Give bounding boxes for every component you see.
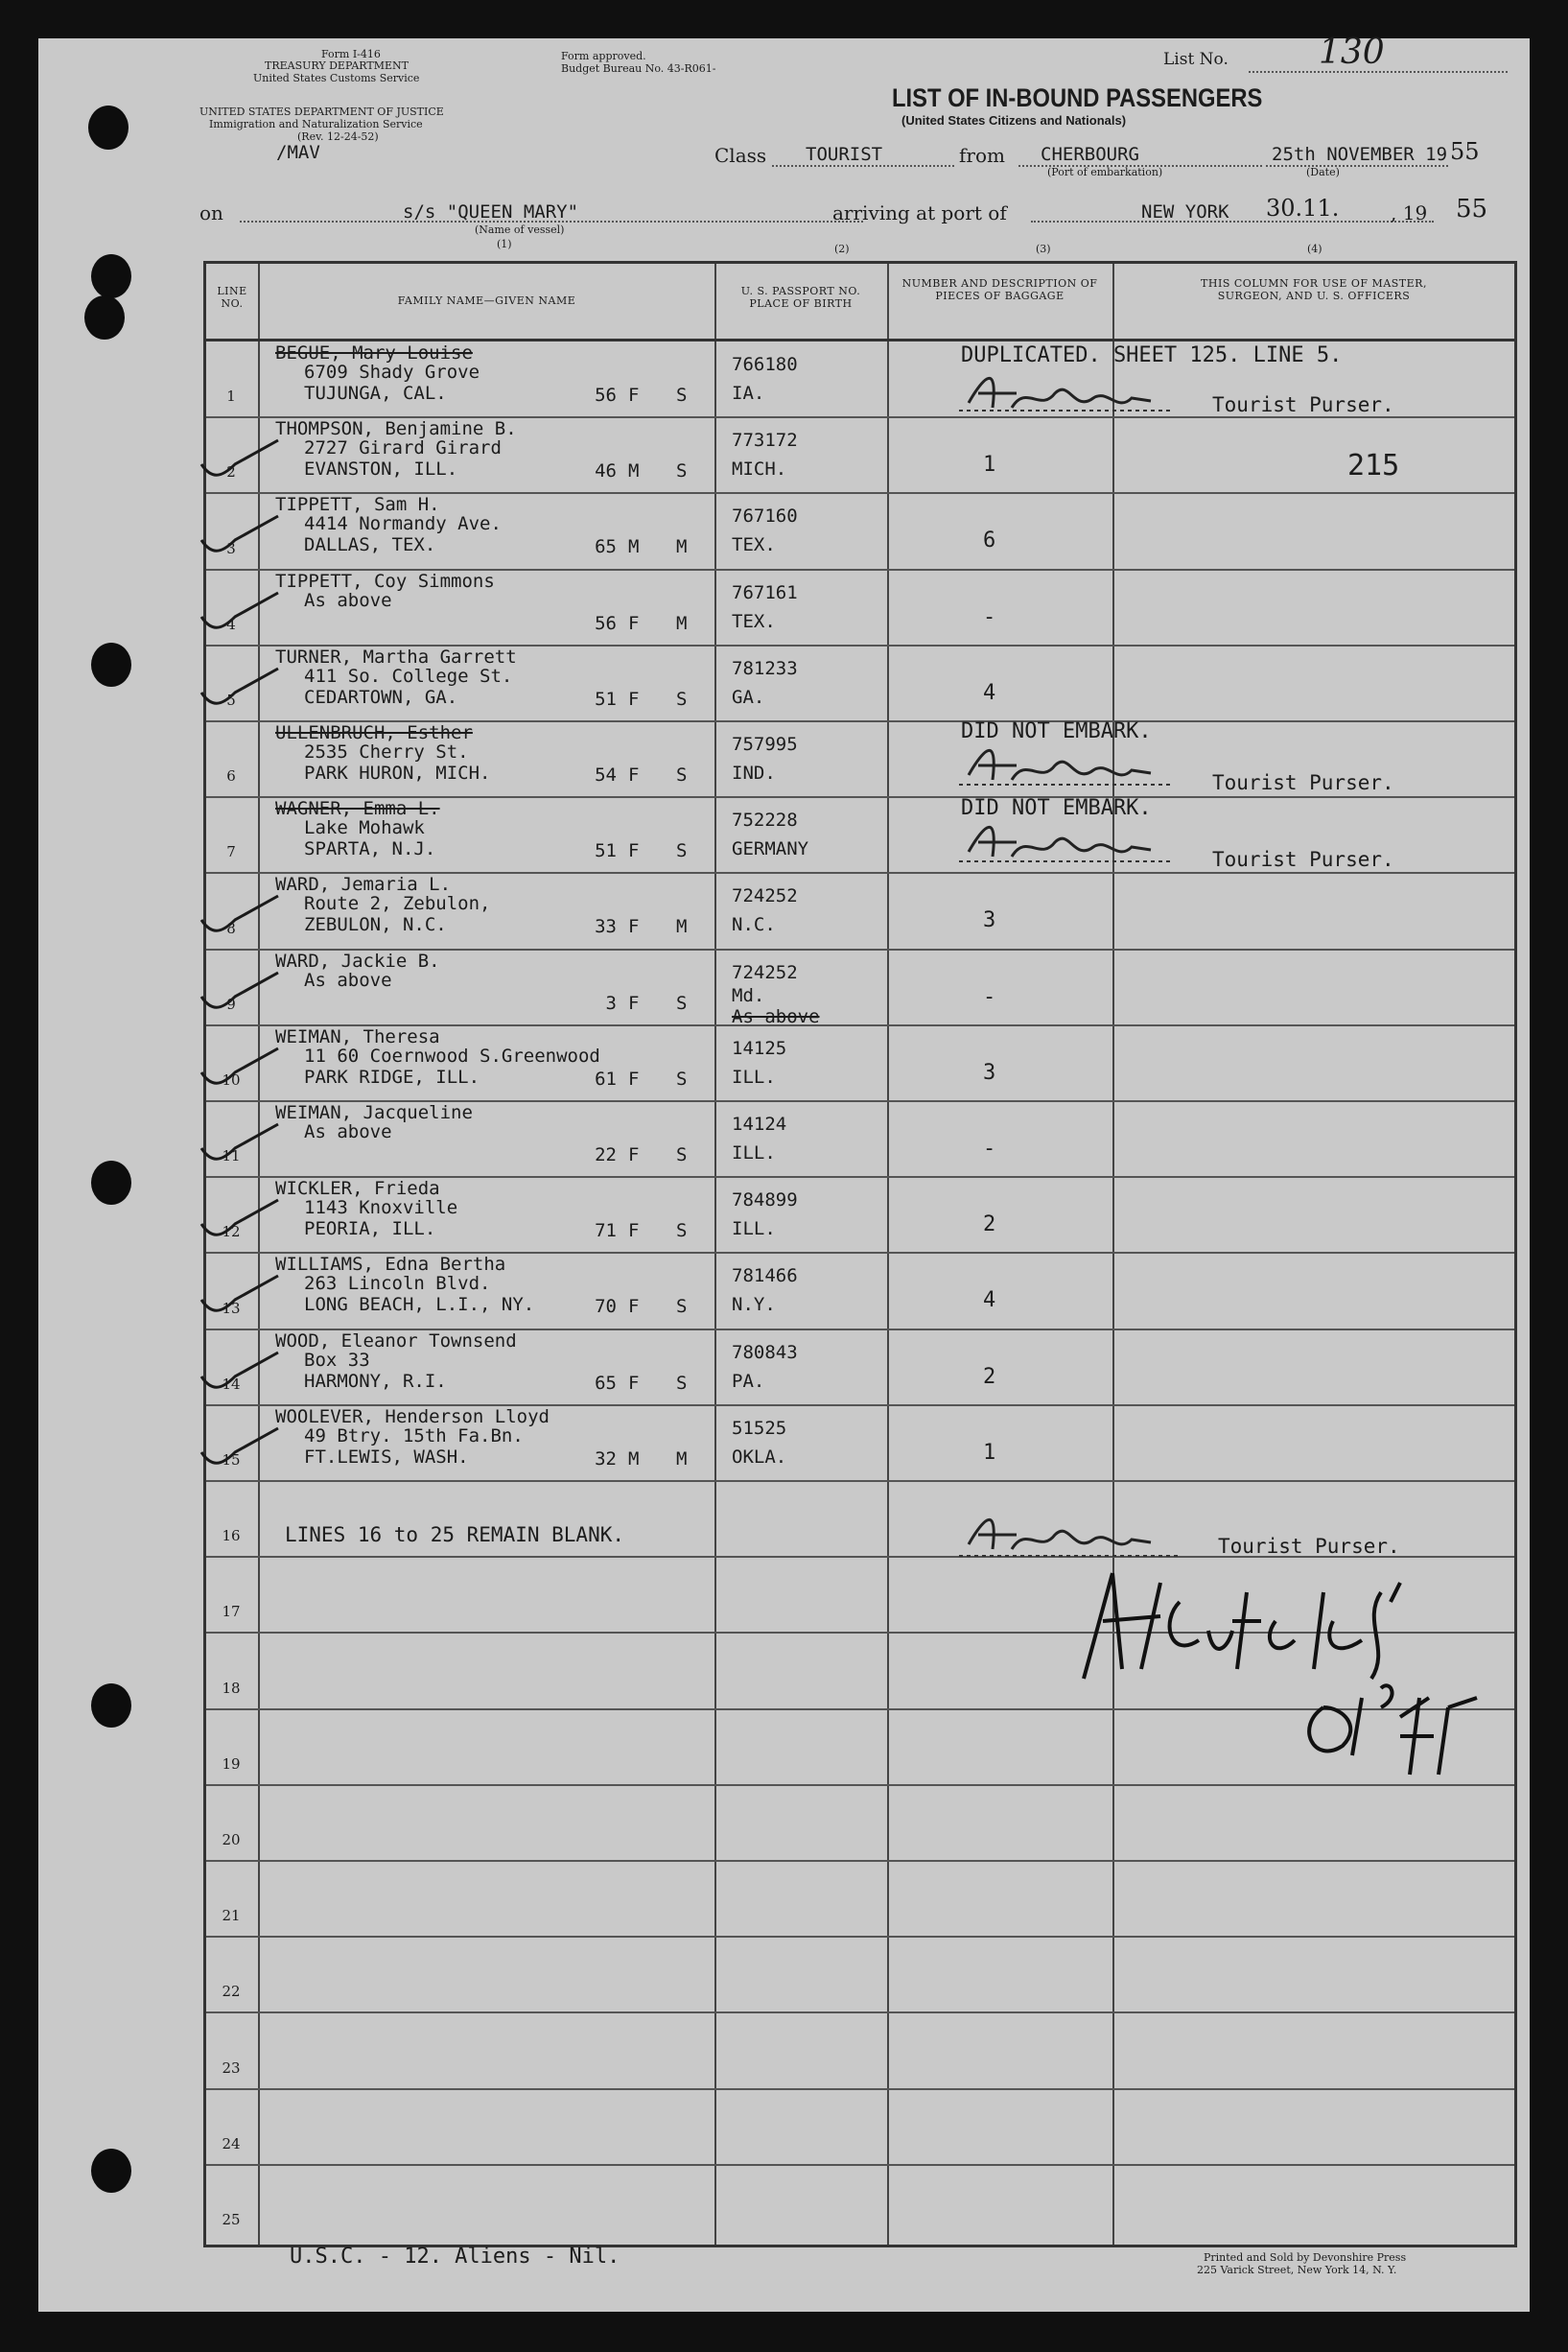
passenger-name: WOOD, Eleanor Townsend <box>275 1329 517 1352</box>
passenger-sex: F <box>628 612 640 634</box>
place-of-birth: IND. <box>732 763 776 784</box>
page-title: LIST OF IN-BOUND PASSENGERS <box>892 83 1263 112</box>
column-number-1: (1) <box>497 238 512 250</box>
line-number: 7 <box>226 843 236 861</box>
passport-number: 752228 <box>732 810 798 832</box>
customs-service: United States Customs Service <box>253 72 420 84</box>
purser-signature <box>959 1506 1208 1564</box>
passenger-city: TUJUNGA, CAL. <box>304 383 447 404</box>
passenger-city: DALLAS, TEX. <box>304 534 436 556</box>
class-label: Class <box>714 144 767 167</box>
line-number: 6 <box>226 767 236 786</box>
line-number: 15 <box>222 1450 241 1469</box>
vessel-caption: (Name of vessel) <box>475 223 565 236</box>
line-number: 16 <box>222 1527 241 1545</box>
on-label: on <box>199 201 223 224</box>
passenger-name: TURNER, Martha Garrett <box>275 646 517 668</box>
passport-number: 766180 <box>732 354 798 375</box>
passenger-status: S <box>676 1220 688 1242</box>
tourist-purser-line16: Tourist Purser. <box>1218 1535 1400 1558</box>
printer-line-1: Printed and Sold by Devonshire Press <box>1204 2251 1407 2264</box>
place-of-birth: TEX. <box>732 534 776 556</box>
passenger-status: M <box>676 916 688 938</box>
passenger-status: M <box>676 612 688 634</box>
passport-number: 51525 <box>732 1417 787 1439</box>
passenger-age: 22 <box>595 1144 617 1165</box>
passenger-city: HARMONY, R.I. <box>304 1370 447 1392</box>
line-number: 8 <box>226 919 236 937</box>
punch-hole <box>88 106 129 150</box>
passenger-city: PEORIA, ILL. <box>304 1218 436 1240</box>
line-number: 10 <box>222 1070 241 1089</box>
check-mark <box>197 1271 283 1329</box>
place-of-birth: ILL. <box>732 1142 776 1164</box>
passenger-name: WEIMAN, Jacqueline <box>275 1102 473 1123</box>
did-not-embark-line6: DID NOT EMBARK. <box>961 719 1152 743</box>
passenger-address: Lake Mohawk <box>304 817 425 839</box>
passenger-sex: F <box>628 840 640 862</box>
table-row <box>206 1860 1514 1936</box>
arrival-underline <box>1031 221 1434 223</box>
line-number: 1 <box>226 388 236 406</box>
line-number: 9 <box>226 995 236 1013</box>
check-mark <box>197 1044 283 1101</box>
line-number: 14 <box>222 1375 241 1393</box>
form-approved: Form approved. <box>561 50 646 62</box>
passenger-city: EVANSTON, ILL. <box>304 459 458 481</box>
vessel-name: s/s "QUEEN MARY" <box>403 201 579 223</box>
passport-number: 773172 <box>732 430 798 452</box>
passenger-sex: F <box>628 764 640 786</box>
line-number: 3 <box>226 539 236 557</box>
check-mark <box>197 1348 283 1405</box>
departure-date: 25th NOVEMBER 19 <box>1272 144 1448 165</box>
table-row <box>206 1936 1514 2011</box>
passenger-status: S <box>676 460 688 482</box>
passenger-name: WOOLEVER, Henderson Lloyd <box>275 1405 550 1427</box>
table-row <box>206 949 1514 1027</box>
passenger-status: S <box>676 1144 688 1165</box>
passenger-age: 51 <box>595 688 617 710</box>
place-of-birth: GERMANY <box>732 838 809 860</box>
blank-lines-note: LINES 16 to 25 REMAIN BLANK. <box>285 1523 625 1547</box>
passenger-address: As above <box>304 969 392 991</box>
passport-number: 781466 <box>732 1265 798 1287</box>
passenger-city: FT.LEWIS, WASH. <box>304 1446 469 1468</box>
baggage-count: 4 <box>983 1288 996 1313</box>
passenger-name: WARD, Jackie B. <box>275 950 440 972</box>
passenger-name: WEIMAN, Theresa <box>275 1025 440 1047</box>
passenger-sex: F <box>628 688 640 710</box>
place-of-birth: TEX. <box>732 610 776 632</box>
punch-hole <box>91 643 131 687</box>
date-underline <box>1266 165 1448 167</box>
table-row <box>206 1252 1514 1328</box>
page-subtitle: (United States Citizens and Nationals) <box>901 113 1127 128</box>
passenger-city: CEDARTOWN, GA. <box>304 686 458 708</box>
officer-number-215: 215 <box>1347 449 1400 482</box>
passport-number: 784899 <box>732 1189 798 1211</box>
passenger-address: 11 60 Coernwood S.Greenwood <box>304 1045 600 1067</box>
passport-number: 767160 <box>732 506 798 528</box>
check-mark <box>197 1195 283 1253</box>
passenger-address: As above <box>304 589 392 611</box>
class-underline <box>772 165 954 167</box>
treasury-dept: TREASURY DEPARTMENT <box>265 59 409 72</box>
port-of-embarkation: CHERBOURG <box>1041 144 1139 165</box>
baggage-count: 3 <box>983 908 996 933</box>
passport-number: 14125 <box>732 1037 787 1059</box>
place-of-birth: N.Y. <box>732 1294 776 1316</box>
passenger-name: ULLENBRUCH, Esther <box>275 722 473 743</box>
passenger-status: S <box>676 1296 688 1318</box>
passenger-sex: F <box>628 1296 640 1318</box>
footer-usc: U.S.C. - 12. Aliens - Nil. <box>290 2245 620 2269</box>
purser-signature <box>959 737 1208 794</box>
passenger-sex: F <box>628 1372 640 1394</box>
check-mark <box>197 588 283 646</box>
line-number: 5 <box>226 691 236 709</box>
check-mark <box>197 968 283 1025</box>
passenger-sex: M <box>628 536 640 558</box>
punch-hole <box>91 2149 131 2193</box>
passenger-age: 46 <box>595 460 617 482</box>
rev-date: (Rev. 12-24-52) <box>297 130 379 143</box>
check-mark <box>197 435 283 493</box>
check-mark <box>197 664 283 721</box>
tourist-purser-line6: Tourist Purser. <box>1212 771 1394 794</box>
passenger-address: Box 33 <box>304 1349 370 1371</box>
passenger-status: S <box>676 688 688 710</box>
passenger-address: 411 So. College St. <box>304 665 513 687</box>
line-number: 17 <box>222 1603 241 1621</box>
baggage-count: 2 <box>983 1364 996 1389</box>
line-number: 23 <box>222 2058 241 2077</box>
passenger-name: THOMPSON, Benjamine B. <box>275 418 517 440</box>
passenger-address: 2727 Girard Girard <box>304 437 502 459</box>
passenger-sex: F <box>628 992 640 1014</box>
table-row <box>206 645 1514 720</box>
place-of-birth: GA. <box>732 686 765 708</box>
passenger-city: PARK RIDGE, ILL. <box>304 1066 480 1088</box>
column-number-2: (2) <box>834 243 850 255</box>
place-of-birth: OKLA. <box>732 1446 787 1468</box>
date-caption: (Date) <box>1306 166 1340 178</box>
passenger-status: S <box>676 764 688 786</box>
passenger-address: 2535 Cherry St. <box>304 741 469 763</box>
arriving-label: arriving at port of <box>832 201 1007 224</box>
form-number: Form I-416 <box>321 48 381 60</box>
passenger-name: TIPPETT, Sam H. <box>275 494 440 516</box>
passenger-name: WARD, Jemaria L. <box>275 874 452 896</box>
passport-number: 724252 <box>732 885 798 907</box>
passenger-address: 1143 Knoxville <box>304 1197 458 1219</box>
passenger-age: 3 <box>605 992 617 1014</box>
tourist-purser-line1: Tourist Purser. <box>1212 393 1394 416</box>
departure-year: 55 <box>1450 138 1480 165</box>
place-of-birth: Md. <box>732 984 765 1006</box>
budget-bureau: Budget Bureau No. 43-R061- <box>561 62 716 75</box>
passenger-sex: F <box>628 916 640 938</box>
passenger-sex: M <box>628 1447 640 1470</box>
duplicated-note: DUPLICATED. SHEET 125. LINE 5. <box>961 343 1343 367</box>
passenger-age: 71 <box>595 1220 617 1242</box>
baggage-count: 1 <box>983 1440 996 1465</box>
passenger-sex: F <box>628 385 640 406</box>
passenger-table <box>203 261 1517 2247</box>
line-number: 20 <box>222 1830 241 1848</box>
check-mark <box>197 891 283 949</box>
table-row <box>206 2164 1514 2240</box>
list-no-value: 130 <box>1319 33 1385 72</box>
baggage-count: 2 <box>983 1212 996 1237</box>
passenger-status: M <box>676 536 688 558</box>
passenger-sex: M <box>628 460 640 482</box>
check-mark <box>197 511 283 569</box>
purser-signature <box>959 365 1208 422</box>
passenger-age: 70 <box>595 1296 617 1318</box>
passenger-sex: F <box>628 1068 640 1090</box>
passenger-city: PARK HURON, MICH. <box>304 763 491 784</box>
passenger-city: ZEBULON, N.C. <box>304 914 447 936</box>
place-of-birth: ILL. <box>732 1066 776 1088</box>
passenger-name: BEGUE, Mary Louise <box>275 342 473 364</box>
line-number: 22 <box>222 1983 241 2001</box>
tourist-purser-line7: Tourist Purser. <box>1212 848 1394 871</box>
baggage-count: 6 <box>983 529 996 553</box>
initials: /MAV <box>276 142 320 163</box>
col-header-officers: THIS COLUMN FOR USE OF MASTER, SURGEON, AND U. S. OFFICERS <box>1201 277 1427 302</box>
passenger-age: 56 <box>595 612 617 634</box>
passenger-status: M <box>676 1447 688 1470</box>
line-number: 24 <box>222 2134 241 2152</box>
inspector-signature <box>1055 1564 1496 1784</box>
passport-number: 757995 <box>732 734 798 755</box>
line-number: 2 <box>226 463 236 482</box>
passport-number: 780843 <box>732 1341 798 1363</box>
punch-hole <box>91 254 131 298</box>
passport-number: 724252 <box>732 961 798 983</box>
passport-number: 781233 <box>732 657 798 679</box>
passenger-name: WILLIAMS, Edna Bertha <box>275 1254 506 1276</box>
table-row <box>206 1176 1514 1252</box>
passenger-address: 263 Lincoln Blvd. <box>304 1273 491 1295</box>
arrival-date: 30.11. <box>1266 195 1340 222</box>
punch-hole <box>91 1161 131 1205</box>
table-row <box>206 1100 1514 1176</box>
passenger-name: TIPPETT, Coy Simmons <box>275 570 495 592</box>
passenger-name: WICKLER, Frieda <box>275 1178 440 1200</box>
col-header-passport: U. S. PASSPORT NO. PLACE OF BIRTH <box>740 285 861 310</box>
place-of-birth: N.C. <box>732 914 776 936</box>
port-of-arrival: NEW YORK <box>1141 201 1229 223</box>
passenger-age: 54 <box>595 764 617 786</box>
line-number: 4 <box>226 615 236 633</box>
line-number: 12 <box>222 1223 241 1241</box>
baggage-count: 4 <box>983 680 996 705</box>
table-row <box>206 492 1514 568</box>
check-mark <box>197 1423 283 1481</box>
line-number: 11 <box>222 1147 241 1165</box>
passenger-age: 51 <box>595 840 617 862</box>
passenger-age: 65 <box>595 536 617 558</box>
table-row <box>206 2011 1514 2087</box>
check-mark <box>197 1119 283 1177</box>
arrival-year: 55 <box>1456 195 1488 223</box>
passenger-city: LONG BEACH, L.I., NY. <box>304 1294 535 1316</box>
passenger-address: Route 2, Zebulon, <box>304 893 491 915</box>
passenger-status: S <box>676 1372 688 1394</box>
passenger-status: S <box>676 992 688 1014</box>
col-header-baggage: NUMBER AND DESCRIPTION OF PIECES OF BAGGAGE <box>901 277 1098 302</box>
baggage-count: 3 <box>983 1060 996 1085</box>
passenger-city: SPARTA, N.J. <box>304 838 436 860</box>
from-label: from <box>959 144 1005 167</box>
passenger-status: S <box>676 1068 688 1090</box>
table-row <box>206 569 1514 645</box>
place-of-birth: IA. <box>732 383 765 404</box>
immigration-service: Immigration and Naturalization Service <box>209 118 423 130</box>
table-row <box>206 1784 1514 1860</box>
passenger-address: 4414 Normandy Ave. <box>304 513 502 535</box>
justice-dept: UNITED STATES DEPARTMENT OF JUSTICE <box>199 106 444 118</box>
passenger-age: 33 <box>595 916 617 938</box>
col-header-line-no: LINE NO. <box>217 285 247 310</box>
passport-number: 14124 <box>732 1114 787 1135</box>
did-not-embark-line7: DID NOT EMBARK. <box>961 796 1152 820</box>
line-number: 21 <box>222 1907 241 1925</box>
passport-number: 767161 <box>732 581 798 603</box>
line-number: 25 <box>222 2210 241 2228</box>
baggage-count: 1 <box>983 453 996 478</box>
arrival-year-prefix: , 19 <box>1391 201 1428 224</box>
embarkation-caption: (Port of embarkation) <box>1047 166 1163 178</box>
table-row <box>206 1404 1514 1480</box>
table-row <box>206 2088 1514 2164</box>
passenger-address: 49 Btry. 15th Fa.Bn. <box>304 1424 524 1446</box>
passenger-address: As above <box>304 1121 392 1142</box>
document-page <box>38 33 1530 2312</box>
table-row <box>206 1024 1514 1100</box>
baggage-count: - <box>983 984 996 1009</box>
baggage-count: - <box>983 604 996 629</box>
table-row <box>206 416 1514 492</box>
passenger-address: 6709 Shady Grove <box>304 362 480 383</box>
passenger-sex: F <box>628 1220 640 1242</box>
table-row <box>206 872 1514 948</box>
passenger-age: 56 <box>595 385 617 406</box>
place-of-birth: ILL. <box>732 1218 776 1240</box>
passenger-status: S <box>676 840 688 862</box>
line-number: 19 <box>222 1754 241 1773</box>
passenger-name: WAGNER, Emma L. <box>275 798 440 820</box>
column-number-4: (4) <box>1307 243 1322 255</box>
printer-line-2: 225 Varick Street, New York 14, N. Y. <box>1197 2264 1397 2276</box>
struck-as-above: As above <box>732 1005 820 1027</box>
table-row <box>206 1329 1514 1404</box>
line-number: 13 <box>222 1299 241 1317</box>
purser-signature <box>959 813 1208 871</box>
passenger-age: 61 <box>595 1068 617 1090</box>
punch-hole <box>84 295 125 340</box>
class-value: TOURIST <box>806 144 883 165</box>
passenger-sex: F <box>628 1144 640 1165</box>
column-number-3: (3) <box>1036 243 1051 255</box>
passenger-status: S <box>676 385 688 406</box>
col-header-name: FAMILY NAME—GIVEN NAME <box>397 294 576 307</box>
line-number: 18 <box>222 1679 241 1697</box>
passenger-age: 32 <box>595 1447 617 1470</box>
baggage-count: - <box>983 1137 996 1161</box>
list-no-label: List No. <box>1163 50 1229 69</box>
place-of-birth: PA. <box>732 1370 765 1392</box>
punch-hole <box>91 1683 131 1728</box>
passenger-age: 65 <box>595 1372 617 1394</box>
place-of-birth: MICH. <box>732 459 787 481</box>
